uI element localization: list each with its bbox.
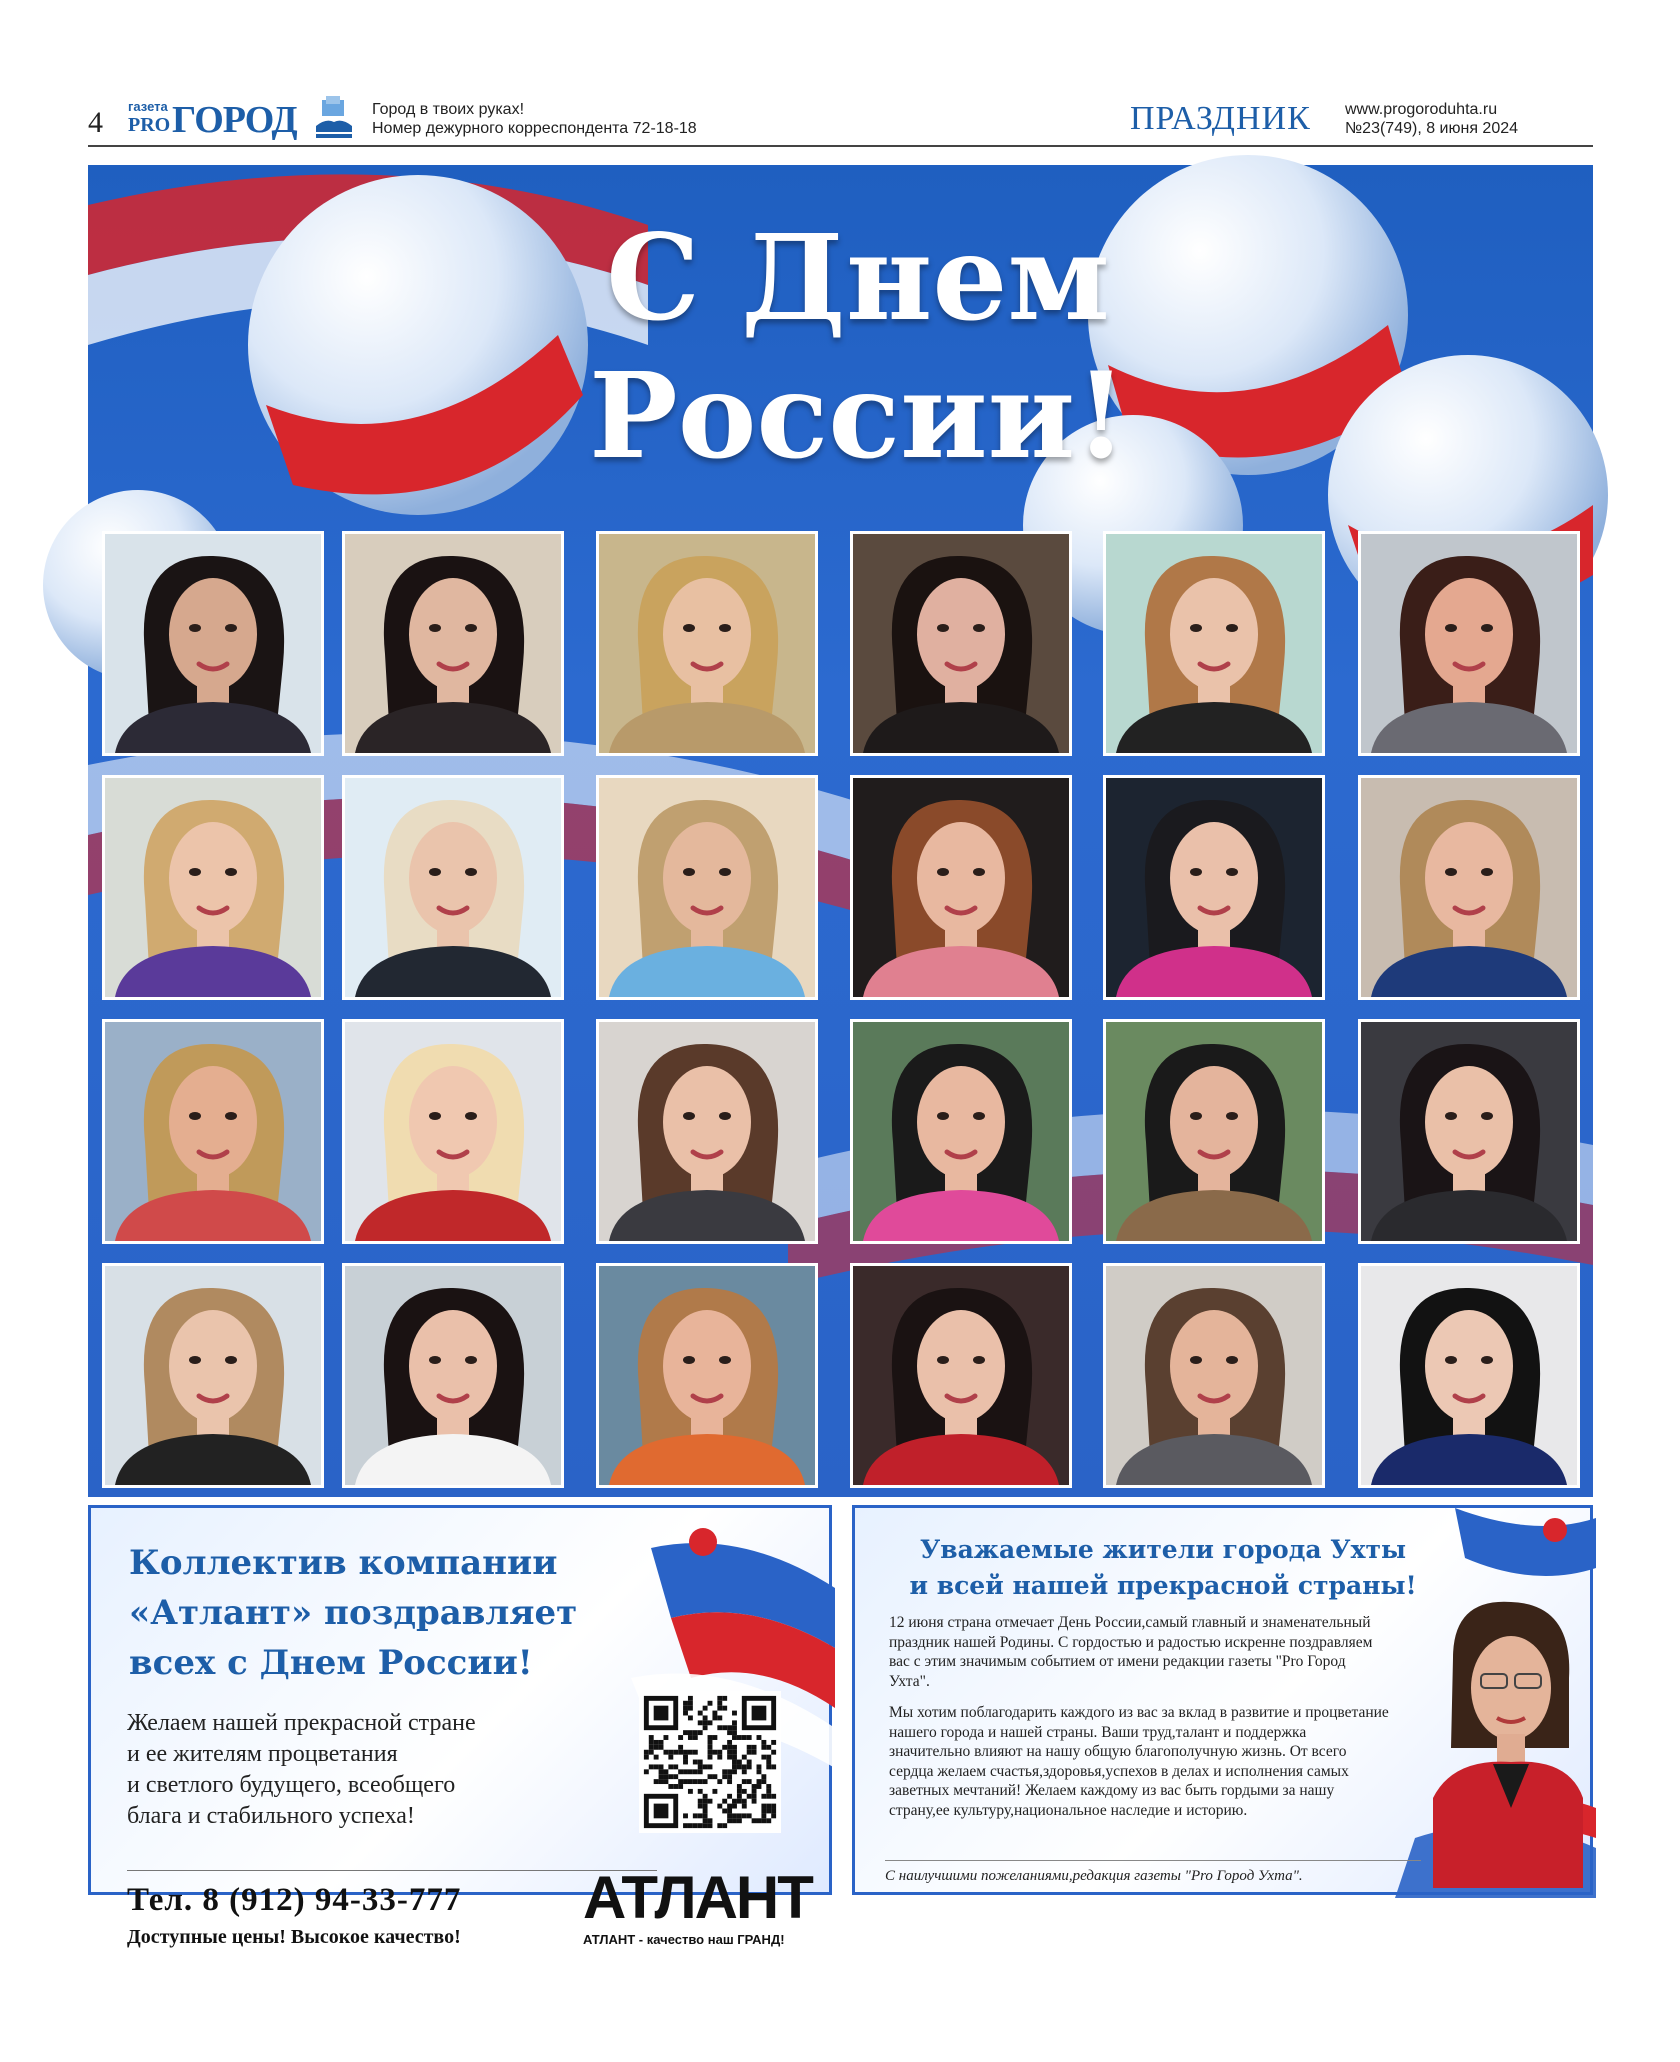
russia-day-banner — [88, 165, 1593, 1497]
header-tagline — [372, 100, 697, 138]
atlant-heading-line-1: Коллектив компании — [129, 1543, 558, 1583]
portrait-photo — [850, 1263, 1072, 1488]
atlant-heading-line-2: «Атлант» поздравляет — [129, 1593, 578, 1633]
editorial-greeting — [852, 1505, 1593, 1895]
portrait-photo — [1103, 775, 1325, 1000]
portrait-photo — [596, 1263, 818, 1488]
atlant-advert — [88, 1505, 832, 1948]
atlant-heading-line-3: всех с Днем России! — [129, 1643, 533, 1683]
editorial-heading — [883, 1532, 1443, 1604]
title-line-2: России! — [589, 346, 1127, 485]
issue-info — [1345, 100, 1518, 138]
portrait-photo — [596, 1019, 818, 1244]
editorial-heading-line-2: и всей нашей прекрасной страны! — [909, 1571, 1417, 1600]
portrait-photo — [342, 1263, 564, 1488]
portrait-photo — [342, 1019, 564, 1244]
portrait-photo — [102, 775, 324, 1000]
atlant-wish — [127, 1708, 627, 1832]
editorial-heading-line-1: Уважаемые жители города Ухты — [919, 1535, 1407, 1564]
portrait-photo — [102, 531, 324, 756]
logo-main-text: ГОРОД — [172, 99, 297, 141]
portrait-photo — [1103, 1263, 1325, 1488]
atlant-divider — [127, 1870, 657, 1871]
editorial-paragraph-2: Мы хотим поблагодарить каждого из вас за вклад в развитие и процветание нашего города и нашей страны. Ваши труд,талант и поддержка значительно влияют на нашу общую благополучную жизнь. От всего сердца желаем счастья,здоровья,успехов в делах и исполнения самых заветных мечтаний! Желаем каждому из вас быть гордыми за нашу страну,ее культуру,национальное наследие и историю. — [889, 1704, 1389, 1819]
portrait-photo — [850, 531, 1072, 756]
portrait-photo — [596, 775, 818, 1000]
atlant-phone[interactable]: Тел. 8 (912) 94-33-777 — [127, 1882, 462, 1918]
hand-emblem-icon — [312, 96, 356, 142]
atlant-wish-line-1: Желаем нашей прекрасной стране — [127, 1710, 476, 1736]
header-divider — [88, 145, 1593, 147]
portrait-photo — [1358, 1263, 1580, 1488]
logo-pro-text: PRO — [128, 114, 171, 136]
portrait-photo — [342, 531, 564, 756]
page-number: 4 — [88, 106, 103, 139]
website-link[interactable]: www.progoroduhta.ru — [1345, 101, 1498, 118]
portrait-photo — [596, 531, 818, 756]
editor-portrait — [1433, 1598, 1583, 1888]
portrait-photo — [1103, 1019, 1325, 1244]
editorial-divider — [885, 1860, 1421, 1861]
atlant-brand-tagline: АТЛАНТ - качество наш ГРАНД! — [583, 1932, 785, 1947]
portrait-photo — [102, 1263, 324, 1488]
atlant-heading — [129, 1538, 689, 1688]
portrait-photo — [1358, 775, 1580, 1000]
logo-small-text: газета — [128, 99, 168, 114]
atlant-wish-line-2: и ее жителям процветания — [127, 1741, 398, 1767]
title-line-1: С Днем — [606, 208, 1110, 347]
portrait-photo — [1358, 531, 1580, 756]
issue-number: №23(749), 8 июня 2024 — [1345, 120, 1519, 137]
qr-code-icon[interactable] — [639, 1691, 781, 1833]
portrait-photo — [1103, 531, 1325, 756]
editorial-signature: С наилучшими пожеланиями,редакция газеты "Pro Город Ухта". — [885, 1868, 1303, 1884]
portrait-photo — [102, 1019, 324, 1244]
portrait-photo — [1358, 1019, 1580, 1244]
atlant-wish-line-4: блага и стабильного успеха! — [127, 1803, 415, 1829]
tagline-line-1: Город в твоих руках! — [372, 101, 525, 118]
editorial-paragraph-1: 12 июня страна отмечает День России,самый главный и знаменательный праздник нашей Родины. С гордостью и радостью искренне поздравляем вас с этим значимым событием от имени редакции газеты "Pro Город Ухта". — [889, 1614, 1373, 1690]
banner-title — [508, 209, 1208, 485]
atlant-brand — [583, 1866, 833, 1947]
portrait-photo — [342, 775, 564, 1000]
atlant-slogan: Доступные цены! Высокое качество! — [127, 1926, 461, 1948]
tagline-line-2: Номер дежурного корреспондента 72-18-18 — [372, 120, 697, 137]
atlant-wish-line-3: и светлого будущего, всеобщего — [127, 1772, 456, 1798]
atlant-brand-name: АТЛАНТ — [583, 1864, 812, 1931]
portrait-photo — [850, 775, 1072, 1000]
section-title: ПРАЗДНИК — [1130, 100, 1311, 137]
portrait-photo — [850, 1019, 1072, 1244]
newspaper-logo — [128, 100, 298, 144]
